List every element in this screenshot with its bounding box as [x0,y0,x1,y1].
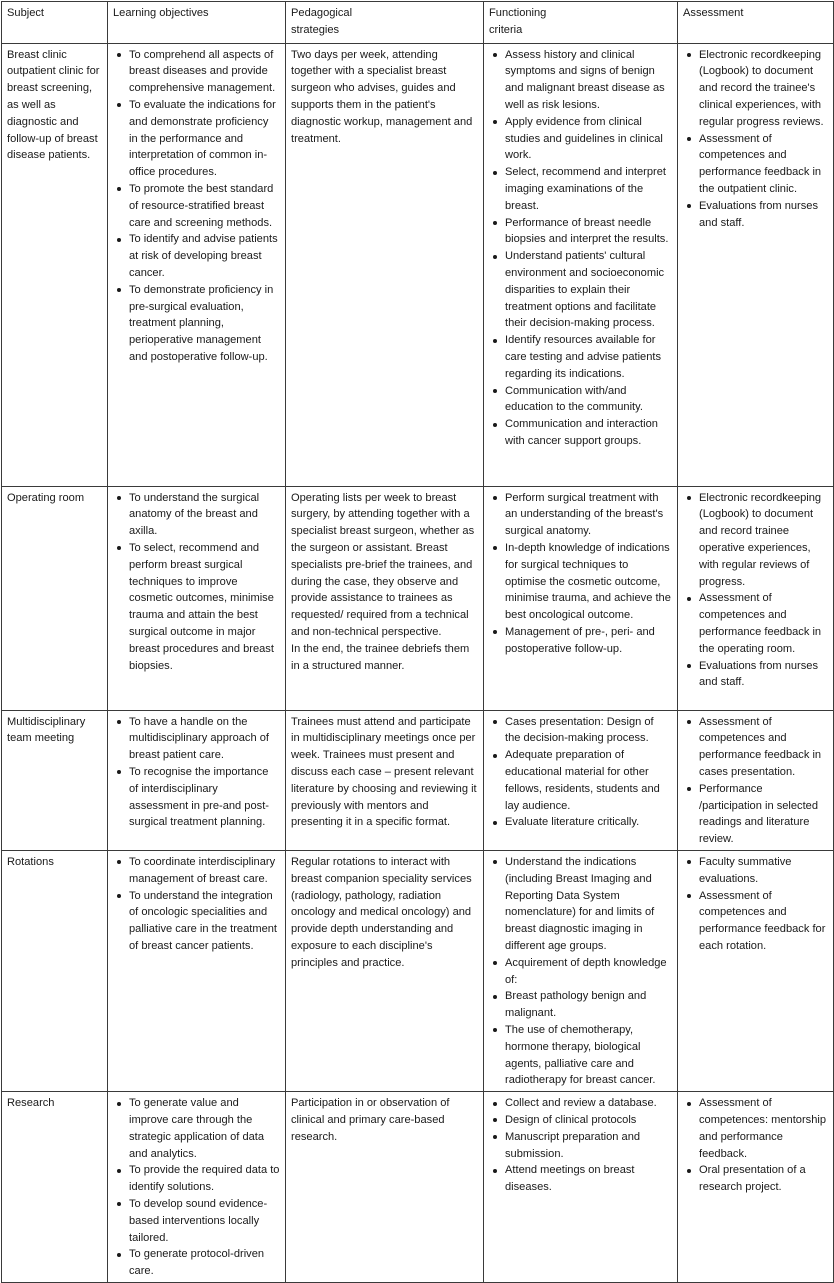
list-item: Cases presentation: Design of the decision-making process. [505,714,672,748]
objectives-cell [108,43,286,486]
list-item: To develop sound evidence-based interventions locally tailored. [129,1196,280,1246]
list-item: Attend meetings on breast diseases. [505,1162,672,1196]
strategy-text: Operating lists per week to breast surgery, by attending together with a specialist breast surgeon, whether as the surgeon or assistant. Breast specialists pre-brief the trainees, and during the case, they observe and provide assistance to trainees as requested/ required from a technical and non-technical perspective. [291,491,475,638]
list-item: Evaluate literature critically. [505,814,672,831]
criteria-cell [484,1092,678,1283]
list-item: Performance of breast needle biopsies and interpret the results. [505,215,672,249]
curriculum-table [1,1,834,1283]
strategies-cell [286,710,484,850]
objectives-cell [108,850,286,1091]
assessment-cell [678,850,834,1091]
assessment-list [683,1095,828,1196]
list-item: Understand patients' cultural environment and socioeconomic disparities to explain their treatment options and facilitate their decision-making process. [505,248,672,332]
list-item: To evaluate the indications for and demonstrate proficiency in the performance and interpretation of common in-office procedures. [129,97,280,181]
strategies-cell [286,1092,484,1283]
list-item: Assessment of competences: mentorship and performance feedback. [699,1095,828,1162]
list-item: Assessment of competences and performance feedback in the operating room. [699,590,828,657]
list-item: Assess history and clinical symptoms and signs of benign and malignant breast disease as well as risk lesions. [505,47,672,114]
criteria-list [489,1095,672,1196]
list-item: Understand the indications (including Breast Imaging and Reporting Data System nomenclature) for and limits of breast diagnostic imaging in different age groups. [505,854,672,955]
criteria-list [489,854,672,1089]
list-item: To coordinate interdisciplinary management of breast care. [129,854,280,888]
objectives-cell [108,486,286,710]
list-item: To comprehend all aspects of breast diseases and provide comprehensive management. [129,47,280,97]
strategy-text: Participation in or observation of clinical and primary care-based research. [291,1097,450,1143]
criteria-cell [484,486,678,710]
assessment-list [683,714,828,848]
header-pedagogical-strategies-text: Pedagogical strategies [291,7,353,36]
assessment-cell [678,710,834,850]
list-item: Acquirement of depth knowledge of: [505,955,672,989]
list-item: To identify and advise patients at risk of developing breast cancer. [129,231,280,281]
list-item: Collect and review a database. [505,1095,672,1112]
list-item: Assessment of competences and performance feedback for each rotation. [699,888,828,955]
list-item: Evaluations from nurses and staff. [699,658,828,692]
strategies-cell [286,486,484,710]
objectives-cell [108,1092,286,1283]
list-item: Assessment of competences and performance feedback in cases presentation. [699,714,828,781]
table-row [2,1092,834,1283]
assessment-list [683,854,828,955]
list-item: Manuscript preparation and submission. [505,1129,672,1163]
subject-cell: Rotations [2,850,108,1091]
strategies-cell [286,43,484,486]
table-row [2,850,834,1091]
strategy-text: Trainees must attend and participate in multidisciplinary meetings once per week. Trainees must present and discuss each case – present relevant literature by choosing and reviewing it previously with mentors and presenting it in a specific format. [291,715,477,829]
assessment-list [683,490,828,692]
criteria-list [489,490,672,658]
list-item: Design of clinical protocols [505,1112,672,1129]
list-item: Communication and interaction with cancer support groups. [505,416,672,450]
list-item: The use of chemotherapy, hormone therapy, biological agents, palliative care and radiotherapy for breast cancer. [505,1022,672,1089]
objectives-list [113,47,280,366]
header-functioning-criteria-text: Functioning criteria [489,7,547,36]
list-item: To promote the best standard of resource-stratified breast care and screening methods. [129,181,280,231]
header-functioning-criteria [484,2,678,44]
strategy-text: Regular rotations to interact with breast companion speciality services (radiology, pathology, radiation oncology and medical oncology) and provide depth understanding and exposure to each discipline's principles and practice. [291,855,472,969]
list-item: Performance /participation in selected readings and literature review. [699,781,828,848]
strategies-cell [286,850,484,1091]
subject-cell: Operating room [2,486,108,710]
list-item: Perform surgical treatment with an understanding of the breast's surgical anatomy. [505,490,672,540]
header-assessment: Assessment [678,2,834,44]
table-row [2,486,834,710]
list-item: Select, recommend and interpret imaging examinations of the breast. [505,164,672,214]
list-item: To select, recommend and perform breast surgical techniques to improve cosmetic outcomes, minimise trauma and attain the best surgical outcome in major breast procedures and breast biopsies. [129,540,280,674]
list-item: Communication with/and education to the community. [505,383,672,417]
table-row [2,43,834,486]
list-item: Breast pathology benign and malignant. [505,988,672,1022]
header-learning-objectives: Learning objectives [108,2,286,44]
list-item: To understand the surgical anatomy of the breast and axilla. [129,490,280,540]
list-item: Adequate preparation of educational material for other fellows, residents, students and lay audience. [505,747,672,814]
list-item: Identify resources available for care testing and advise patients regarding its indications. [505,332,672,382]
list-item: To understand the integration of oncologic specialities and palliative care in the treatment of breast cancer patients. [129,888,280,955]
objectives-list [113,854,280,955]
list-item: To provide the required data to identify solutions. [129,1162,280,1196]
list-item: Apply evidence from clinical studies and guidelines in clinical work. [505,114,672,164]
list-item: Oral presentation of a research project. [699,1162,828,1196]
header-pedagogical-strategies [286,2,484,44]
list-item: To generate protocol-driven care. [129,1246,280,1280]
objectives-list [113,490,280,675]
criteria-cell [484,710,678,850]
list-item: To generate value and improve care through the strategic application of data and analytics. [129,1095,280,1162]
subject-cell: Breast clinic outpatient clinic for breast screening, as well as diagnostic and follow-up of breast disease patients. [2,43,108,486]
list-item: Evaluations from nurses and staff. [699,198,828,232]
subject-cell: Research [2,1092,108,1283]
strategy-text: In the end, the trainee debriefs them in a structured manner. [291,642,470,672]
list-item: Electronic recordkeeping (Logbook) to document and record the trainee's clinical experiences, with regular progress reviews. [699,47,828,131]
objectives-list [113,1095,280,1280]
list-item: Assessment of competences and performance feedback in the outpatient clinic. [699,131,828,198]
list-item: To have a handle on the multidisciplinary approach of breast patient care. [129,714,280,764]
assessment-cell [678,486,834,710]
criteria-cell [484,850,678,1091]
assessment-cell [678,1092,834,1283]
header-subject: Subject [2,2,108,44]
assessment-list [683,47,828,232]
criteria-list [489,47,672,450]
objectives-cell [108,710,286,850]
list-item: To recognise the importance of interdisciplinary assessment in pre-and post-surgical treatment planning. [129,764,280,831]
criteria-list [489,714,672,832]
criteria-cell [484,43,678,486]
assessment-cell [678,43,834,486]
list-item: In-depth knowledge of indications for surgical techniques to optimise the cosmetic outcome, minimise trauma, and achieve the best oncological outcome. [505,540,672,624]
objectives-list [113,714,280,832]
subject-cell: Multidisciplinary team meeting [2,710,108,850]
list-item: To demonstrate proficiency in pre-surgical evaluation, treatment planning, perioperative management and postoperative follow-up. [129,282,280,366]
strategy-text: Two days per week, attending together with a specialist breast surgeon who advises, guides and supports them in the patient's diagnostic workup, management and treatment. [291,48,473,145]
list-item: Management of pre-, peri- and postoperative follow-up. [505,624,672,658]
header-row [2,2,834,44]
table-row [2,710,834,850]
list-item: Faculty summative evaluations. [699,854,828,888]
list-item: Electronic recordkeeping (Logbook) to document and record trainee operative experiences, with regular reviews of progress. [699,490,828,591]
